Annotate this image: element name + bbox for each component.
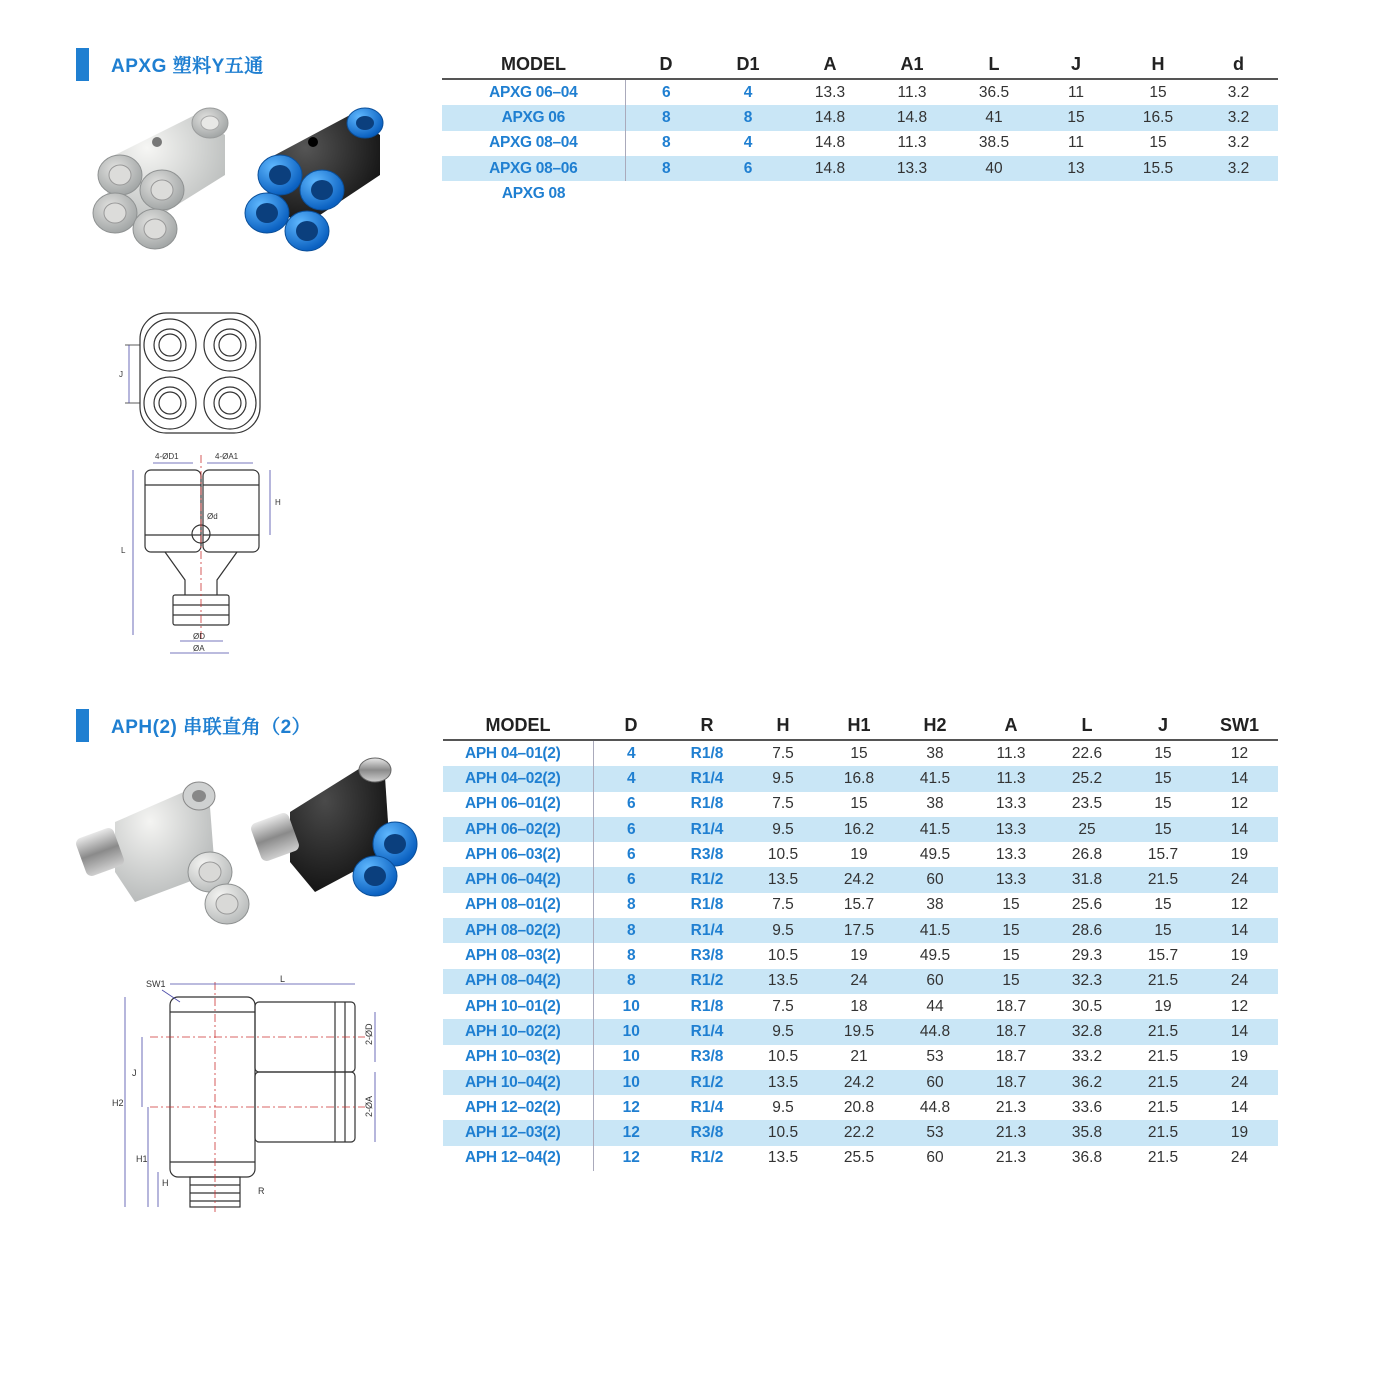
model-cell: APXG 06 <box>442 105 625 130</box>
table-cell: 36.8 <box>1071 1149 1103 1167</box>
table-cell: 21.5 <box>1125 867 1201 892</box>
table-cell: 15.5 <box>1117 156 1199 181</box>
table-cell: 16.8 <box>821 766 897 791</box>
table-cell: R1/4 <box>669 766 745 791</box>
table-cell: 44.8 <box>919 1098 951 1116</box>
table-cell: 3.2 <box>1227 134 1250 152</box>
table-row <box>443 918 1278 943</box>
table-cell: 38.5 <box>978 134 1010 152</box>
table-cell: 4 <box>743 83 753 101</box>
table-cell: 12 <box>1230 744 1249 762</box>
table-cell <box>953 181 1035 206</box>
col-header: d <box>1199 50 1278 79</box>
model-cell: APH 08–04(2) <box>443 969 593 994</box>
table-cell: 44 <box>926 997 944 1015</box>
table-cell: R1/8 <box>690 997 724 1015</box>
apxg-technical-drawing <box>95 305 305 665</box>
table-cell: 40 <box>953 156 1035 181</box>
table-row <box>443 1095 1278 1120</box>
table-cell: 19 <box>1230 845 1249 863</box>
table-row <box>443 994 1278 1019</box>
table-cell: 24 <box>1201 969 1278 994</box>
table-cell: 44.8 <box>897 1019 973 1044</box>
section2-title: APH(2) 串联直角（2） <box>111 717 312 738</box>
table-row <box>443 867 1278 892</box>
table-cell: 19 <box>850 845 868 863</box>
title-accent-bar <box>76 48 89 81</box>
table-cell: 41.5 <box>897 918 973 943</box>
black-fitting <box>245 108 383 251</box>
dim-od: ØD <box>193 632 205 641</box>
table-row <box>442 79 1278 105</box>
table-cell: R1/2 <box>690 1149 724 1167</box>
table-cell: 18.7 <box>995 997 1027 1015</box>
table-row <box>443 1045 1278 1070</box>
table-cell: 3.2 <box>1227 83 1250 101</box>
dim-2-d: 2-ØD <box>364 1023 374 1045</box>
col-header: D <box>625 50 707 79</box>
table-cell: 10.5 <box>767 1048 799 1066</box>
dim-j: J <box>119 370 123 379</box>
table-cell: 18 <box>850 997 868 1015</box>
table-row <box>442 156 1278 181</box>
col-header: J <box>1125 711 1201 740</box>
dim-r: R <box>258 1186 265 1196</box>
table-row <box>443 1070 1278 1095</box>
table-cell: 13.5 <box>745 867 821 892</box>
table-cell: 13.3 <box>871 156 953 181</box>
col-header: D1 <box>707 50 789 79</box>
table-cell: 19 <box>1230 1048 1249 1066</box>
table-cell: 13.3 <box>814 83 846 101</box>
model-cell: APH 10–01(2) <box>443 994 593 1019</box>
table-cell: 8 <box>593 969 669 994</box>
table-cell: 38 <box>926 795 944 813</box>
table-cell: 8 <box>626 947 636 965</box>
dim-sw1: SW1 <box>146 979 166 989</box>
table-cell: 7.5 <box>772 997 794 1015</box>
table-cell: 8 <box>625 105 707 130</box>
table-cell: 24.2 <box>821 1070 897 1095</box>
table-cell: R3/8 <box>690 845 724 863</box>
table-cell: 12 <box>1230 896 1249 914</box>
table-row <box>443 817 1278 842</box>
table-cell: 6 <box>626 845 636 863</box>
col-header: D <box>593 711 669 740</box>
table-cell: 36.2 <box>1049 1070 1125 1095</box>
table-cell: 7.5 <box>772 795 794 813</box>
table-cell: 60 <box>897 969 973 994</box>
table-cell: 3.2 <box>1199 156 1278 181</box>
table-cell: 11 <box>1067 134 1085 152</box>
col-header: H2 <box>897 711 973 740</box>
table-cell: 10 <box>593 1019 669 1044</box>
table-cell: 12 <box>622 1098 640 1116</box>
apxg-spec-table <box>442 50 1278 206</box>
table-cell <box>707 181 789 206</box>
table-cell: 21.5 <box>1147 1098 1179 1116</box>
table-cell: 24.2 <box>821 867 897 892</box>
table-cell: 15 <box>1154 896 1172 914</box>
table-cell: 38 <box>926 896 944 914</box>
table-cell: 9.5 <box>772 1098 794 1116</box>
title-accent-bar <box>76 709 89 742</box>
table-cell: 13.3 <box>973 817 1049 842</box>
table-cell: 19 <box>850 947 868 965</box>
table-cell: 15 <box>1002 947 1020 965</box>
table-cell: 14 <box>1201 1019 1278 1044</box>
table-row <box>442 131 1278 156</box>
table-row <box>443 1019 1278 1044</box>
table-cell: 8 <box>707 105 789 130</box>
table-cell: 21.5 <box>1147 1048 1179 1066</box>
table-cell: 21 <box>850 1048 868 1066</box>
dim-2-a: 2-ØA <box>364 1095 374 1117</box>
model-cell: APH 08–01(2) <box>443 893 593 918</box>
table-cell: 9.5 <box>745 766 821 791</box>
model-cell: APH 08–03(2) <box>443 943 593 968</box>
table-cell: R3/8 <box>690 1048 724 1066</box>
table-row <box>443 842 1278 867</box>
table-cell: R3/8 <box>669 1120 745 1145</box>
table-header-row <box>442 50 1278 79</box>
table-cell: R1/4 <box>669 1019 745 1044</box>
model-cell: APH 04–01(2) <box>443 740 593 766</box>
table-cell: 11 <box>1067 83 1085 101</box>
table-cell: 19 <box>1201 1120 1278 1145</box>
col-header: A1 <box>871 50 953 79</box>
table-cell: 8 <box>626 896 636 914</box>
table-cell: 7.5 <box>772 896 794 914</box>
table-cell: 15.7 <box>1147 947 1179 965</box>
aph-spec-table <box>443 711 1278 1171</box>
model-cell: APH 10–04(2) <box>443 1070 593 1095</box>
table-cell: 9.5 <box>745 817 821 842</box>
table-cell: 4 <box>626 744 636 762</box>
table-cell: 33.6 <box>1071 1098 1103 1116</box>
table-cell: 25.6 <box>1071 896 1103 914</box>
table-row <box>443 766 1278 791</box>
table-row <box>442 105 1278 130</box>
section1-header <box>76 48 264 81</box>
table-row <box>443 943 1278 968</box>
table-cell: 16.2 <box>821 817 897 842</box>
col-header: H <box>745 711 821 740</box>
table-cell: 28.6 <box>1049 918 1125 943</box>
table-cell: 22.2 <box>821 1120 897 1145</box>
table-cell: 21.3 <box>973 1120 1049 1145</box>
table-cell: 19 <box>1230 947 1249 965</box>
table-cell: 18.7 <box>995 1048 1027 1066</box>
table-cell: 14 <box>1201 766 1278 791</box>
table-cell: 6 <box>626 795 636 813</box>
table-cell: 60 <box>926 1149 944 1167</box>
model-cell: APXG 08–04 <box>442 131 625 156</box>
table-cell <box>871 181 953 206</box>
col-header: A <box>789 50 871 79</box>
table-header-row <box>443 711 1278 740</box>
table-cell: 11.3 <box>996 744 1026 762</box>
table-cell: 60 <box>897 867 973 892</box>
section2-header <box>76 709 311 742</box>
model-cell: APXG 08 <box>501 184 566 202</box>
dim-small-d: Ød <box>207 512 218 521</box>
table-cell: 14 <box>1201 918 1278 943</box>
table-cell: 14.8 <box>789 105 871 130</box>
table-cell: 14.8 <box>871 105 953 130</box>
table-cell: 19.5 <box>821 1019 897 1044</box>
model-cell: APH 04–02(2) <box>443 766 593 791</box>
dim-4-d1: 4-ØD1 <box>155 452 179 461</box>
table-cell: 13 <box>1035 156 1117 181</box>
table-row <box>443 893 1278 918</box>
table-cell: R1/4 <box>669 817 745 842</box>
model-cell: APH 06–04(2) <box>443 867 593 892</box>
table-cell: 11.3 <box>897 134 927 152</box>
table-cell: R1/2 <box>669 1070 745 1095</box>
table-cell: 21.5 <box>1125 969 1201 994</box>
table-cell: 15 <box>1125 817 1201 842</box>
table-cell: 21.5 <box>1125 1019 1201 1044</box>
model-cell: APH 06–03(2) <box>443 842 593 867</box>
model-cell: APH 06–01(2) <box>443 792 593 817</box>
table-cell: 13.5 <box>767 1149 799 1167</box>
table-cell: 21.5 <box>1125 1120 1201 1145</box>
col-header: L <box>1049 711 1125 740</box>
table-cell: 19 <box>1154 997 1172 1015</box>
dim-h: H <box>275 498 281 507</box>
table-cell: 60 <box>897 1070 973 1095</box>
black-elbow-fitting <box>249 758 417 896</box>
table-cell: 6 <box>593 867 669 892</box>
table-cell: R1/2 <box>669 969 745 994</box>
table-row <box>443 792 1278 817</box>
table-cell: 20.8 <box>843 1098 875 1116</box>
dim-oa: ØA <box>193 644 205 653</box>
col-header: H <box>1117 50 1199 79</box>
table-cell: 14 <box>1230 1098 1249 1116</box>
model-cell: APH 10–03(2) <box>443 1045 593 1070</box>
col-header: R <box>669 711 745 740</box>
table-cell: 24 <box>821 969 897 994</box>
table-cell: 15 <box>1149 83 1167 101</box>
table-cell: R1/8 <box>690 744 724 762</box>
model-cell: APH 06–02(2) <box>443 817 593 842</box>
table-cell: 13.3 <box>973 867 1049 892</box>
apxg-product-photo <box>85 95 395 265</box>
table-cell: 15 <box>973 918 1049 943</box>
table-cell: 31.8 <box>1049 867 1125 892</box>
model-cell: APXG 08–06 <box>442 156 625 181</box>
model-cell: APH 08–02(2) <box>443 918 593 943</box>
table-cell: 21.3 <box>995 1149 1027 1167</box>
table-cell <box>1117 181 1199 206</box>
table-cell: 24 <box>1230 1149 1249 1167</box>
col-header: MODEL <box>442 50 625 79</box>
table-cell: 15.7 <box>843 896 875 914</box>
table-cell <box>789 181 871 206</box>
dim-h2: H2 <box>112 1098 124 1108</box>
table-cell <box>1035 181 1117 206</box>
table-cell: 23.5 <box>1071 795 1103 813</box>
table-cell: 41.5 <box>897 817 973 842</box>
table-cell: 15 <box>1125 766 1201 791</box>
table-cell: 18.7 <box>973 1070 1049 1095</box>
table-cell: 10.5 <box>767 845 799 863</box>
section1-title: APXG 塑料Y五通 <box>111 56 264 77</box>
table-cell: 13.3 <box>995 795 1027 813</box>
table-cell: 29.3 <box>1071 947 1103 965</box>
table-cell: 12 <box>593 1120 669 1145</box>
dim-j: J <box>132 1068 137 1078</box>
dim-h1: H1 <box>136 1154 148 1164</box>
aph-technical-drawing <box>110 972 400 1217</box>
table-cell: 30.5 <box>1071 997 1103 1015</box>
table-cell: 53 <box>897 1120 973 1145</box>
col-header: J <box>1035 50 1117 79</box>
table-cell: 21.3 <box>995 1098 1027 1116</box>
table-cell: 9.5 <box>745 918 821 943</box>
table-cell: 13.3 <box>995 845 1027 863</box>
dim-h: H <box>162 1178 169 1188</box>
table-cell: 22.6 <box>1071 744 1103 762</box>
model-cell: APXG 06–04 <box>442 79 625 105</box>
table-cell: 10 <box>593 1070 669 1095</box>
table-cell: 24 <box>1201 1070 1278 1095</box>
table-row <box>443 969 1278 994</box>
col-header: SW1 <box>1201 711 1278 740</box>
table-cell: 24 <box>1201 867 1278 892</box>
col-header: A <box>973 711 1049 740</box>
table-cell: 25.2 <box>1049 766 1125 791</box>
table-cell: 25.5 <box>843 1149 875 1167</box>
table-cell: 32.3 <box>1049 969 1125 994</box>
col-header: L <box>953 50 1035 79</box>
table-cell: 18.7 <box>973 1019 1049 1044</box>
table-row <box>443 1146 1278 1171</box>
table-cell: 15.7 <box>1147 845 1179 863</box>
table-cell: 14.8 <box>789 156 871 181</box>
table-cell: 10.5 <box>745 1120 821 1145</box>
table-cell: 21.5 <box>1125 1070 1201 1095</box>
table-cell: 10 <box>622 997 640 1015</box>
table-cell: 12 <box>1230 997 1249 1015</box>
white-elbow-fitting <box>75 782 249 924</box>
table-cell: 33.2 <box>1071 1048 1103 1066</box>
table-cell: 8 <box>661 134 671 152</box>
table-cell: 3.2 <box>1199 105 1278 130</box>
table-cell: 15 <box>1154 795 1172 813</box>
table-cell <box>1199 181 1278 206</box>
table-cell: 9.5 <box>745 1019 821 1044</box>
model-cell: APH 10–02(2) <box>443 1019 593 1044</box>
table-cell: 6 <box>593 817 669 842</box>
table-cell: 15 <box>1125 918 1201 943</box>
table-cell: R1/8 <box>690 896 724 914</box>
table-cell: 14.8 <box>814 134 846 152</box>
table-cell: 15 <box>850 795 868 813</box>
table-cell: 11.3 <box>897 83 927 101</box>
dim-l: L <box>121 546 126 555</box>
table-cell: 15 <box>1035 105 1117 130</box>
table-cell: 10 <box>622 1048 640 1066</box>
table-cell: 6 <box>707 156 789 181</box>
table-cell: 15 <box>1002 896 1020 914</box>
model-cell: APH 12–02(2) <box>443 1095 593 1120</box>
table-cell: R1/8 <box>690 795 724 813</box>
table-cell: 12 <box>1230 795 1249 813</box>
table-cell: 13.5 <box>745 969 821 994</box>
table-cell: 16.5 <box>1117 105 1199 130</box>
model-cell: APH 12–03(2) <box>443 1120 593 1145</box>
table-cell: 15 <box>1154 744 1172 762</box>
table-cell: 11.3 <box>973 766 1049 791</box>
table-cell: 15 <box>973 969 1049 994</box>
table-cell: R1/4 <box>690 1098 724 1116</box>
table-cell: 14 <box>1201 817 1278 842</box>
table-cell: 35.8 <box>1049 1120 1125 1145</box>
table-cell: R1/2 <box>669 867 745 892</box>
table-cell: 26.8 <box>1071 845 1103 863</box>
table-cell: 32.8 <box>1049 1019 1125 1044</box>
dim-l: L <box>280 974 286 984</box>
table-row <box>443 1120 1278 1145</box>
table-cell: 49.5 <box>919 845 951 863</box>
table-row <box>442 181 1278 206</box>
dim-4-a1: 4-ØA1 <box>215 452 239 461</box>
table-cell: 15 <box>1149 134 1167 152</box>
table-cell: 4 <box>743 134 753 152</box>
table-cell: 4 <box>593 766 669 791</box>
aph-product-photo <box>75 752 435 927</box>
table-cell: 41.5 <box>897 766 973 791</box>
model-cell: APH 12–04(2) <box>443 1146 593 1171</box>
col-header: MODEL <box>443 711 593 740</box>
table-cell: 7.5 <box>772 744 794 762</box>
table-cell: 21.5 <box>1147 1149 1179 1167</box>
table-cell: 8 <box>625 156 707 181</box>
col-header: H1 <box>821 711 897 740</box>
table-cell <box>625 181 707 206</box>
table-cell: 38 <box>926 744 944 762</box>
table-cell: R3/8 <box>690 947 724 965</box>
table-cell: 8 <box>593 918 669 943</box>
table-cell: 12 <box>622 1149 640 1167</box>
table-cell: 15 <box>850 744 868 762</box>
table-cell: 13.5 <box>745 1070 821 1095</box>
white-fitting <box>93 108 228 249</box>
table-cell: 17.5 <box>821 918 897 943</box>
table-cell: 53 <box>926 1048 944 1066</box>
table-cell: 36.5 <box>978 83 1010 101</box>
table-cell: 41 <box>953 105 1035 130</box>
table-cell: 10.5 <box>767 947 799 965</box>
table-cell: 49.5 <box>919 947 951 965</box>
table-cell: 6 <box>661 83 671 101</box>
table-row <box>443 740 1278 766</box>
table-cell: R1/4 <box>669 918 745 943</box>
table-cell: 25 <box>1049 817 1125 842</box>
